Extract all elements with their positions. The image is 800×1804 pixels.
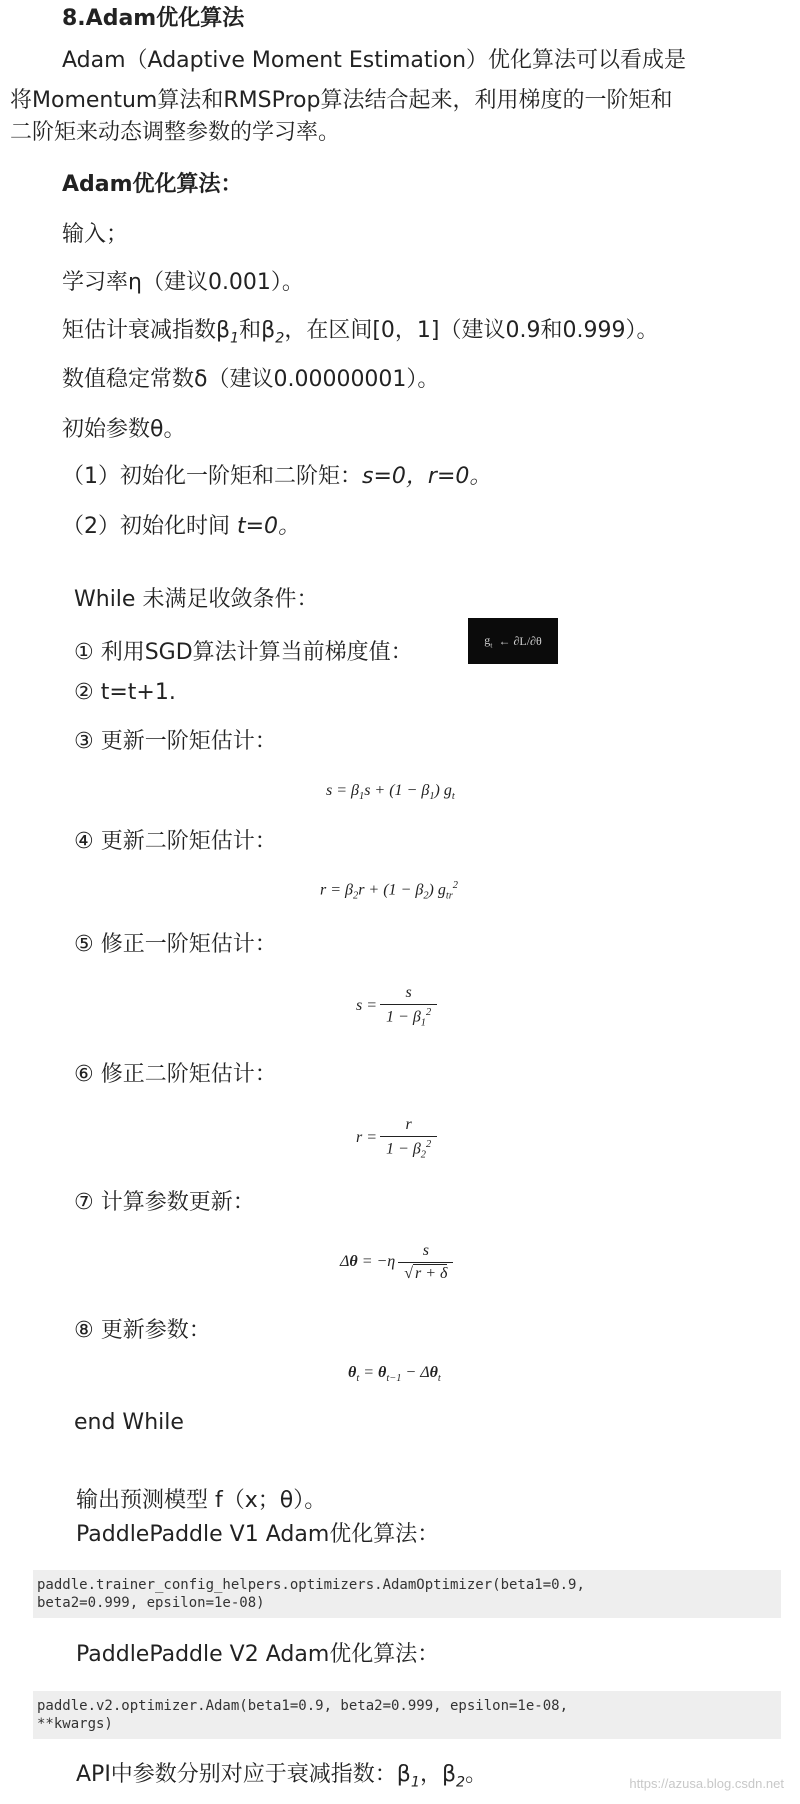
gradient-formula-image bbox=[468, 618, 558, 664]
second-moment-formula: $r = \beta_2r + (1 - \beta_2)$ $g_{tr}^2$ bbox=[320, 880, 458, 902]
decay-exponent-line bbox=[62, 316, 658, 353]
step-7-label: ⑦ 计算参数更新： bbox=[74, 1190, 255, 1215]
init-time-text: （2）初始化时间 bbox=[62, 514, 237, 539]
while-label: While 未满足收敛条件： bbox=[74, 587, 319, 612]
init-time-math: t=0。 bbox=[237, 514, 301, 539]
first-moment-formula: $s = \beta_1s + (1 - \beta_1)$ $g_t$ bbox=[326, 782, 455, 803]
api-mapping-line: API中参数分别对应于衰减指数：$\beta_1$，$\beta_2$。 bbox=[76, 1762, 488, 1791]
step-6-label: ⑥ 修正二阶矩估计： bbox=[74, 1062, 277, 1087]
gradient-lhs: $g_t$ bbox=[484, 632, 493, 650]
end-while-label: end While bbox=[74, 1410, 184, 1435]
init-moments-text: （1）初始化一阶矩和二阶矩： bbox=[62, 464, 362, 489]
init-time-line bbox=[62, 512, 300, 542]
api-mapping-text: API中参数分别对应于衰减指数：β bbox=[76, 1762, 411, 1787]
beta2-subscript: 2 bbox=[275, 330, 285, 347]
step-5-label: ⑤ 修正一阶矩估计： bbox=[74, 932, 277, 957]
output-line: 输出预测模型 f（x；θ）。 bbox=[76, 1488, 327, 1513]
v1-code-block: paddle.trainer_config_helpers.optimizers.AdamOptimizer(beta1=0.9, beta2=0.999, epsilon=1e-08) bbox=[33, 1570, 781, 1618]
apply-update-formula: $\theta_t = \theta_{t-1} - \Delta\theta_t$ bbox=[348, 1364, 441, 1385]
gradient-rhs: ← ∂L/∂θ bbox=[498, 633, 542, 648]
watermark: https://azusa.blog.csdn.net bbox=[629, 1776, 784, 1791]
step-3-label: ③ 更新一阶矩估计： bbox=[74, 729, 277, 754]
stability-constant-line: 数值稳定常数δ（建议0.00000001）。 bbox=[62, 367, 440, 392]
decay-suffix: ，在区间[0，1]（建议0.9和0.999）。 bbox=[284, 318, 659, 343]
v2-code-block: paddle.v2.optimizer.Adam(beta1=0.9, beta2=0.999, epsilon=1e-08, **kwargs) bbox=[33, 1691, 781, 1739]
v2-label: PaddlePaddle V2 Adam优化算法： bbox=[76, 1642, 440, 1667]
parameter-update-formula: Δθ = −η $\frac{s}{√ r + \delta}$ bbox=[340, 1242, 456, 1283]
step-4-label: ④ 更新二阶矩估计： bbox=[74, 829, 277, 854]
decay-prefix: 矩估计衰减指数β bbox=[62, 318, 231, 343]
learning-rate-line: 学习率η（建议0.001）。 bbox=[62, 270, 304, 295]
input-label: 输入； bbox=[62, 222, 129, 247]
api-beta2-subscript: 2 bbox=[456, 1774, 466, 1791]
intro-line-2: 将Momentum算法和RMSProp算法结合起来，利用梯度的一阶矩和 bbox=[10, 88, 673, 113]
corrected-second-moment-formula: r = $\frac{r}{1 - \beta_2^2}$ bbox=[356, 1116, 440, 1161]
api-beta1-subscript: 1 bbox=[410, 1774, 420, 1791]
section-heading: 8.Adam优化算法 bbox=[62, 6, 245, 31]
algorithm-title: Adam优化算法： bbox=[62, 172, 243, 197]
v1-label: PaddlePaddle V1 Adam优化算法： bbox=[76, 1522, 440, 1547]
init-moments-line bbox=[62, 462, 491, 492]
init-moments-math: s=0，r=0。 bbox=[362, 464, 492, 489]
initial-parameter-line: 初始参数θ。 bbox=[62, 417, 186, 442]
decay-mid: 和β bbox=[239, 318, 276, 343]
corrected-first-moment-formula: s = $\frac{s}{1 - \beta_1^2}$ bbox=[356, 984, 440, 1029]
step-1-label: ① 利用SGD算法计算当前梯度值： bbox=[74, 640, 413, 665]
step-2-label: ② t=t+1. bbox=[74, 680, 176, 705]
intro-line-1: Adam（Adaptive Moment Estimation）优化算法可以看成是 bbox=[62, 48, 687, 73]
step-8-label: ⑧ 更新参数： bbox=[74, 1318, 211, 1343]
beta1-subscript: 1 bbox=[230, 330, 240, 347]
intro-line-3: 二阶矩来动态调整参数的学习率。 bbox=[10, 120, 341, 145]
